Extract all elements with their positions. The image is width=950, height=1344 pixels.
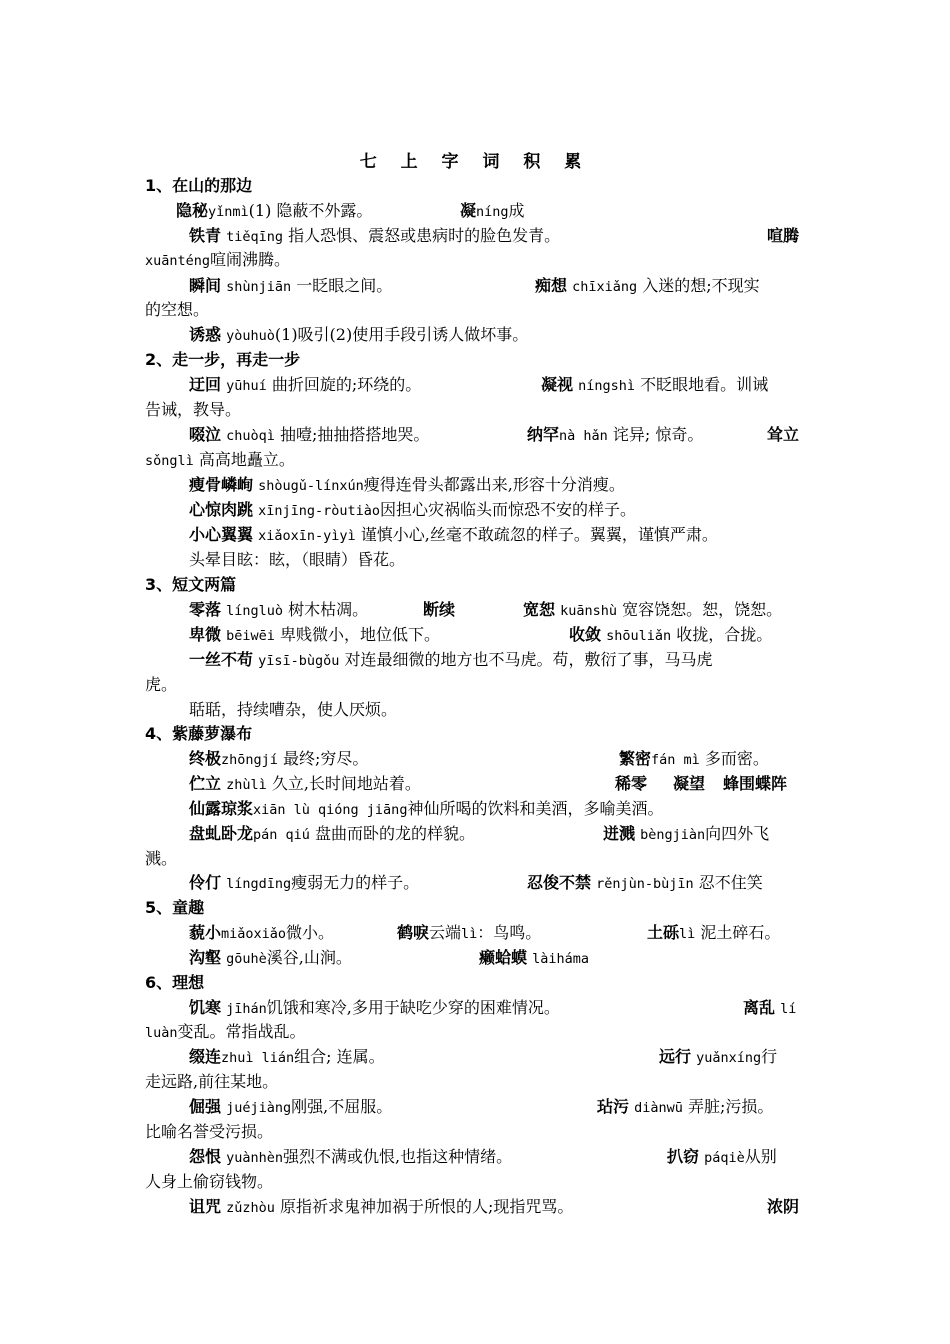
- pinyin: chīxiǎng: [572, 279, 638, 295]
- entry-line: [145, 1095, 807, 1120]
- definition: 强烈不满或仇恨,也指这种情绪。: [283, 1147, 513, 1166]
- pinyin: chuòqì: [226, 428, 275, 444]
- term: 玷污: [597, 1097, 630, 1116]
- term: 诅咒: [189, 1197, 222, 1216]
- entry-line: [145, 1120, 807, 1144]
- pinyin: xuānténg: [145, 253, 211, 269]
- pinyin: luàn: [145, 1025, 178, 1041]
- pinyin: níngshì: [578, 378, 636, 394]
- pinyin: kuānshù: [560, 603, 618, 619]
- term: 缀连: [189, 1047, 222, 1066]
- entry-line: [145, 1195, 807, 1220]
- definition: 卑贱微小，地位低下。: [279, 625, 440, 644]
- term: 伶仃: [189, 873, 222, 892]
- definition: 入迷的想;不现实: [642, 276, 760, 295]
- definition: 指人恐惧、震怒或患病时的脸色发青。: [288, 226, 561, 245]
- definition: 不眨眼地看。训诫: [640, 375, 769, 394]
- pinyin: níng: [476, 204, 509, 220]
- term: 宽恕: [523, 600, 556, 619]
- definition: 瘦得连骨头都露出来,形容十分消瘦。: [363, 475, 625, 494]
- definition: 聒聒，持续嘈杂，使人厌烦。: [189, 700, 398, 719]
- entry-line: [145, 248, 807, 273]
- term: 盘虬卧龙: [189, 824, 254, 843]
- pinyin: làiháma: [532, 951, 590, 967]
- entry-line: [176, 199, 838, 224]
- entry-line: [145, 871, 807, 896]
- definition: 树木枯凋。: [288, 600, 369, 619]
- term: 一丝不苟: [189, 650, 254, 669]
- entry-line: [145, 921, 807, 946]
- pinyin: zhōngjí: [221, 752, 278, 768]
- term: 零落: [189, 600, 222, 619]
- entry-line: [145, 224, 807, 249]
- term: 倔强: [189, 1097, 222, 1116]
- section-heading-5: 5、童趣: [145, 898, 205, 917]
- definition: 虎。: [145, 675, 178, 694]
- term: 凝: [460, 201, 477, 220]
- entry-line: [145, 946, 807, 971]
- definition: 弄脏;污损。: [687, 1097, 774, 1116]
- pinyin: yuǎnxíng: [696, 1050, 762, 1066]
- pinyin: bēiwēi: [226, 628, 275, 644]
- pinyin: gōuhè: [226, 951, 267, 967]
- definition: 曲折回旋的;环绕的。: [271, 375, 422, 394]
- term: 心惊肉跳: [189, 500, 254, 519]
- term: 诱惑: [189, 325, 222, 344]
- term: 终极: [189, 749, 222, 768]
- term: 伫立: [189, 774, 222, 793]
- definition: 从别: [744, 1147, 777, 1166]
- term: 蜂围蝶阵: [723, 774, 788, 793]
- pinyin: shùnjiān: [226, 279, 292, 295]
- pinyin: xiān lù qióng jiāng: [253, 802, 408, 818]
- pinyin: sǒnglì: [145, 453, 194, 469]
- term: 瘦骨嶙峋: [189, 475, 254, 494]
- definition: 宽容饶恕。恕，饶恕。: [622, 600, 783, 619]
- term: 痴想: [535, 276, 568, 295]
- definition: 溅。: [145, 849, 178, 868]
- definition: 瘦弱无力的样子。: [291, 873, 420, 892]
- term: 收敛: [569, 625, 602, 644]
- definition: 变乱。常指战乱。: [177, 1022, 306, 1041]
- definition: 因担心灾祸临头而惊恐不安的样子。: [380, 500, 637, 519]
- pinyin: lì: [461, 926, 478, 942]
- definition: 忍不住笑: [698, 873, 763, 892]
- entry-line: [145, 822, 807, 847]
- definition: 泥土碎石。: [700, 923, 781, 942]
- definition: 原指祈求鬼神加祸于所恨的人;现指咒骂。: [279, 1197, 574, 1216]
- pinyin: nà hǎn: [559, 428, 608, 444]
- section-heading-4: 4、紫藤萝瀑布: [145, 724, 253, 743]
- pinyin: shòugǔ-línxún: [258, 478, 364, 494]
- term: 忍俊不禁: [527, 873, 592, 892]
- term: 离乱: [743, 998, 776, 1017]
- definition: 比喻名誉受污损。: [145, 1122, 274, 1141]
- term: 藐小: [189, 923, 222, 942]
- term: 纳罕: [527, 425, 560, 444]
- definition: (1) 隐蔽不外露。: [248, 201, 373, 220]
- entry-line: [145, 772, 807, 797]
- term: 稀零: [615, 774, 648, 793]
- definition: 多而密。: [704, 749, 769, 768]
- pinyin: lí: [780, 1001, 797, 1017]
- term: 喧腾: [767, 226, 800, 245]
- definition: 高高地矗立。: [198, 450, 295, 469]
- definition: ：鸟鸣。: [477, 923, 542, 942]
- definition: 微小。: [286, 923, 335, 942]
- entry-line: [145, 398, 807, 422]
- definition: 溪谷,山涧。: [266, 948, 352, 967]
- pinyin: zhùlì: [226, 777, 267, 793]
- definition: 走远路,前往某地。: [145, 1072, 279, 1091]
- entry-line: [145, 323, 807, 348]
- definition: 最终;穷尽。: [283, 749, 369, 768]
- pinyin: yǐnmì: [208, 204, 249, 220]
- entry-line: [145, 423, 807, 448]
- entry-line: [145, 448, 807, 473]
- entry-line: [145, 1070, 807, 1094]
- entry-line: [145, 797, 807, 822]
- term: 仙露琼浆: [189, 799, 254, 818]
- term: 饥寒: [189, 998, 222, 1017]
- entry-line: [145, 373, 807, 398]
- entry-line: [145, 1170, 807, 1194]
- pinyin: xiǎoxīn-yìyì: [258, 528, 356, 544]
- term: 卑微: [189, 625, 222, 644]
- term: 隐秘: [176, 201, 209, 220]
- pinyin: zǔzhòu: [226, 1200, 275, 1216]
- pinyin: yūhuí: [226, 378, 267, 394]
- term: 瞬间: [189, 276, 222, 295]
- term: 鹤唳: [397, 923, 430, 942]
- term: 扒窃: [667, 1147, 700, 1166]
- pinyin: diànwū: [634, 1100, 683, 1116]
- pinyin: yòuhuò: [226, 328, 275, 344]
- term: 啜泣: [189, 425, 222, 444]
- entry-line: [145, 274, 807, 299]
- term: 迸溅: [603, 824, 636, 843]
- definition: 人身上偷窃钱物。: [145, 1172, 274, 1191]
- definition: 盘曲而卧的龙的样貌。: [315, 824, 476, 843]
- pinyin: língdīng: [226, 876, 292, 892]
- entry-line: [145, 648, 807, 673]
- entry-line: [145, 523, 807, 548]
- entry-line: [145, 996, 807, 1021]
- term: 耸立: [767, 425, 800, 444]
- pinyin: lì: [679, 926, 696, 942]
- term: 断续: [423, 600, 456, 619]
- definition: 谨慎小心,丝毫不敢疏忽的样子。翼翼，谨慎严肃。: [360, 525, 718, 544]
- definition: 久立,长时间地站着。: [271, 774, 421, 793]
- entry-line: [145, 498, 807, 523]
- pinyin: pán qiú: [253, 827, 310, 843]
- section-heading-1: 1、在山的那边: [145, 176, 253, 195]
- entry-line: [145, 1045, 807, 1070]
- definition: 向四外飞: [705, 824, 770, 843]
- term: 怨恨: [189, 1147, 222, 1166]
- definition: 行: [761, 1047, 778, 1066]
- entry-line: [145, 298, 807, 322]
- page-title: 七 上 字 词 积 累: [359, 152, 591, 172]
- pinyin: yīsī-bùgǒu: [258, 653, 340, 669]
- section-heading-6: 6、理想: [145, 973, 205, 992]
- entry-line: [145, 473, 807, 498]
- section-heading-3: 3、短文两篇: [145, 575, 237, 594]
- pinyin: yuànhèn: [226, 1150, 284, 1166]
- entry-line: [145, 1020, 807, 1045]
- pinyin: fán mì: [651, 752, 700, 768]
- pinyin: língluò: [226, 603, 284, 619]
- entry-line: [145, 673, 807, 697]
- term: 凝望: [673, 774, 706, 793]
- pinyin: jīhán: [226, 1001, 267, 1017]
- term: 铁青: [189, 226, 222, 245]
- pinyin: páqiè: [704, 1150, 745, 1166]
- pinyin: miǎoxiǎo: [221, 926, 287, 942]
- definition: 的空想。: [145, 300, 210, 319]
- definition: 收拢，合拢。: [676, 625, 773, 644]
- definition: 一眨眼之间。: [296, 276, 393, 295]
- entry-line: [145, 847, 807, 871]
- term: 浓阴: [767, 1197, 800, 1216]
- section-heading-2: 2、走一步，再走一步: [145, 350, 301, 369]
- term: 小心翼翼: [189, 525, 254, 544]
- definition: 抽噎;抽抽搭搭地哭。: [279, 425, 430, 444]
- pinyin: tiěqīng: [226, 229, 284, 245]
- definition: 喧闹沸腾。: [210, 250, 291, 269]
- term: 凝视: [541, 375, 574, 394]
- entry-line: [145, 1145, 807, 1170]
- entry-line: [145, 623, 807, 648]
- term: 沟壑: [189, 948, 222, 967]
- pinyin: shōuliǎn: [606, 628, 672, 644]
- definition: 饥饿和寒冷,多用于缺吃少穿的困难情况。: [266, 998, 560, 1017]
- term: 癞蛤蟆: [479, 948, 528, 967]
- pinyin: zhuì lián: [221, 1050, 295, 1066]
- entry-line: [145, 747, 807, 772]
- definition: 对连最细微的地方也不马虎。苟，敷衍了事，马马虎: [344, 650, 713, 669]
- term: 土砾: [647, 923, 680, 942]
- term: 远行: [659, 1047, 692, 1066]
- definition: 诧异; 惊奇。: [612, 425, 704, 444]
- definition: 告诫，教导。: [145, 400, 242, 419]
- pinyin: xīnjīng-ròutiào: [258, 503, 381, 519]
- definition: (1)吸引(2)使用手段引诱人做坏事。: [274, 325, 529, 344]
- definition: 刚强,不屈服。: [291, 1097, 393, 1116]
- entry-line: [145, 598, 807, 623]
- definition: 组合; 连属。: [294, 1047, 385, 1066]
- definition: 头晕目眩：眩，（眼睛）昏花。: [189, 550, 406, 569]
- pinyin: bèngjiàn: [640, 827, 706, 843]
- term: 繁密: [619, 749, 652, 768]
- definition: 成: [508, 201, 525, 220]
- pinyin: juéjiàng: [226, 1100, 292, 1116]
- pinyin: rěnjùn-bùjīn: [596, 876, 694, 892]
- term: 迂回: [189, 375, 222, 394]
- entry-line: [145, 698, 807, 722]
- entry-line: [145, 548, 807, 572]
- definition: 神仙所喝的饮料和美酒，多喻美酒。: [407, 799, 664, 818]
- definition: 云端: [429, 923, 462, 942]
